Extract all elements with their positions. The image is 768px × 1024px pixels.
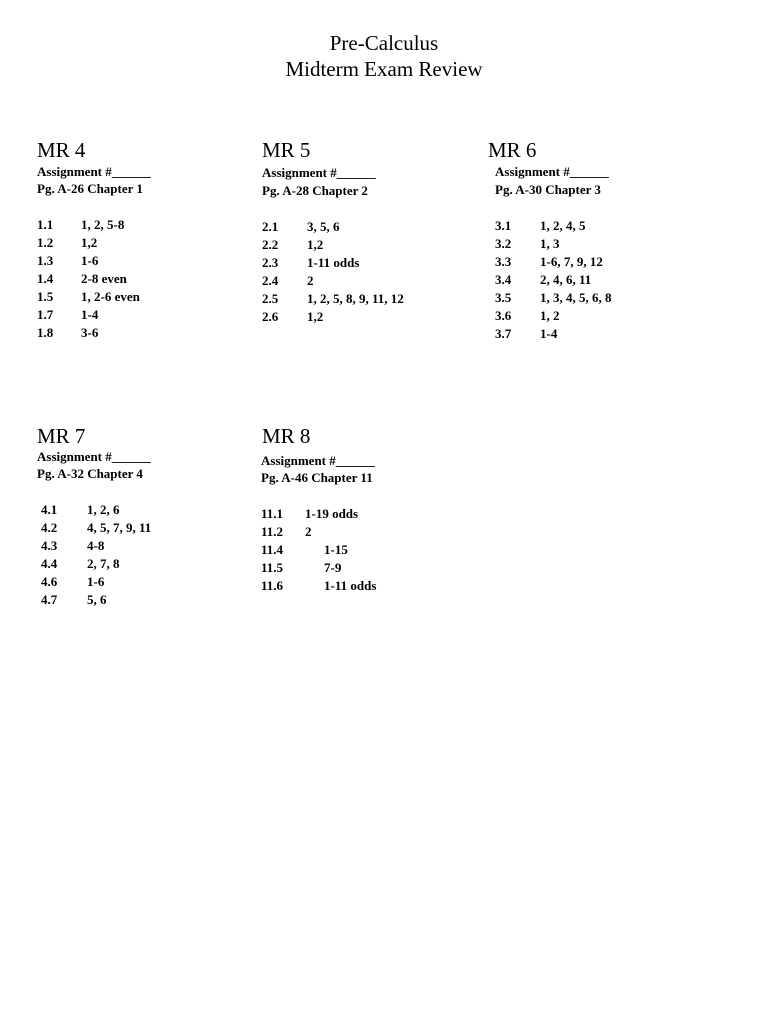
assignment-line: Assignment #______ — [262, 165, 376, 180]
problem-list: 2 — [305, 524, 312, 539]
problem-list: 1, 2, 5, 8, 9, 11, 12 — [307, 291, 404, 306]
section-number: 3.4 — [495, 272, 512, 287]
problem-list: 2, 4, 6, 11 — [540, 272, 592, 287]
section-number: 11.1 — [261, 506, 284, 521]
section-number: 2.4 — [262, 273, 279, 288]
section-number: 1.1 — [37, 217, 54, 232]
section-number: 1.3 — [37, 253, 54, 268]
section-number: 1.2 — [37, 235, 54, 250]
section-number: 3.6 — [495, 308, 512, 323]
section-number: 3.3 — [495, 254, 512, 269]
section-number: 2.5 — [262, 291, 279, 306]
section-mr4 — [37, 138, 237, 348]
problem-list: 1,2 — [307, 309, 324, 324]
section-mr7 — [37, 424, 237, 624]
problem-list: 1-6 — [81, 253, 99, 268]
section-number: 4.1 — [41, 502, 58, 517]
section-number: 3.2 — [495, 236, 512, 251]
section-number: 2.1 — [262, 219, 279, 234]
section-heading: MR 8 — [262, 424, 311, 448]
problem-list: 1, 2 — [540, 308, 560, 323]
section-number: 11.2 — [261, 524, 284, 539]
problem-list: 1, 2, 5-8 — [81, 217, 125, 232]
page-chapter-line: Pg. A-28 Chapter 2 — [262, 183, 368, 198]
problem-list: 1-6 — [87, 574, 105, 589]
assignment-line: Assignment #______ — [495, 164, 609, 179]
problem-list: 3, 5, 6 — [307, 219, 340, 234]
section-number: 2.2 — [262, 237, 279, 252]
section-number: 4.7 — [41, 592, 58, 607]
problem-list: 4-8 — [87, 538, 105, 553]
problem-list: 1, 3 — [540, 236, 560, 251]
section-number: 4.6 — [41, 574, 58, 589]
document-subtitle: Midterm Exam Review — [285, 57, 483, 81]
section-number: 1.8 — [37, 325, 54, 340]
problem-list: 3-6 — [81, 325, 99, 340]
problem-list: 4, 5, 7, 9, 11 — [87, 520, 152, 535]
section-number: 3.1 — [495, 218, 512, 233]
problem-list: 1-11 odds — [324, 578, 377, 593]
problem-list: 1-11 odds — [307, 255, 360, 270]
section-number: 11.6 — [261, 578, 284, 593]
section-number: 1.5 — [37, 289, 54, 304]
problem-list: 1-4 — [540, 326, 558, 341]
problem-list: 1-15 — [324, 542, 348, 557]
section-heading: MR 6 — [488, 138, 537, 162]
section-mr8 — [262, 424, 462, 604]
section-number: 4.4 — [41, 556, 58, 571]
section-number: 3.5 — [495, 290, 512, 305]
section-heading: MR 5 — [262, 138, 311, 162]
page-chapter-line: Pg. A-32 Chapter 4 — [37, 466, 143, 481]
problem-list: 1, 3, 4, 5, 6, 8 — [540, 290, 612, 305]
section-heading: MR 4 — [37, 138, 86, 162]
document-title: Pre-Calculus — [329, 31, 439, 55]
problem-list: 1-4 — [81, 307, 99, 322]
section-number: 4.2 — [41, 520, 58, 535]
section-heading: MR 7 — [37, 424, 86, 448]
assignment-line: Assignment #______ — [37, 164, 151, 179]
section-number: 3.7 — [495, 326, 512, 341]
problem-list: 7-9 — [324, 560, 342, 575]
page-chapter-line: Pg. A-30 Chapter 3 — [495, 182, 601, 197]
problem-list: 2 — [307, 273, 314, 288]
problem-list: 2-8 even — [81, 271, 127, 286]
section-number: 2.6 — [262, 309, 279, 324]
assignment-line: Assignment #______ — [37, 449, 151, 464]
problem-list: 1,2 — [81, 235, 98, 250]
problem-list: 1,2 — [307, 237, 324, 252]
problem-list: 1, 2, 6 — [87, 502, 120, 517]
problem-list: 1, 2, 4, 5 — [540, 218, 586, 233]
problem-list: 5, 6 — [87, 592, 107, 607]
problem-list: 1-19 odds — [305, 506, 359, 521]
problem-list: 2, 7, 8 — [87, 556, 120, 571]
problem-list: 1, 2-6 even — [81, 289, 140, 304]
page-chapter-line: Pg. A-26 Chapter 1 — [37, 181, 143, 196]
section-number: 2.3 — [262, 255, 279, 270]
section-number: 1.7 — [37, 307, 54, 322]
section-number: 11.4 — [261, 542, 284, 557]
section-mr6 — [488, 138, 688, 348]
section-number: 4.3 — [41, 538, 58, 553]
section-number: 1.4 — [37, 271, 54, 286]
page-chapter-line: Pg. A-46 Chapter 11 — [261, 470, 373, 485]
section-mr5 — [262, 138, 472, 338]
assignment-line: Assignment #______ — [261, 453, 375, 468]
section-number: 11.5 — [261, 560, 284, 575]
problem-list: 1-6, 7, 9, 12 — [540, 254, 603, 269]
